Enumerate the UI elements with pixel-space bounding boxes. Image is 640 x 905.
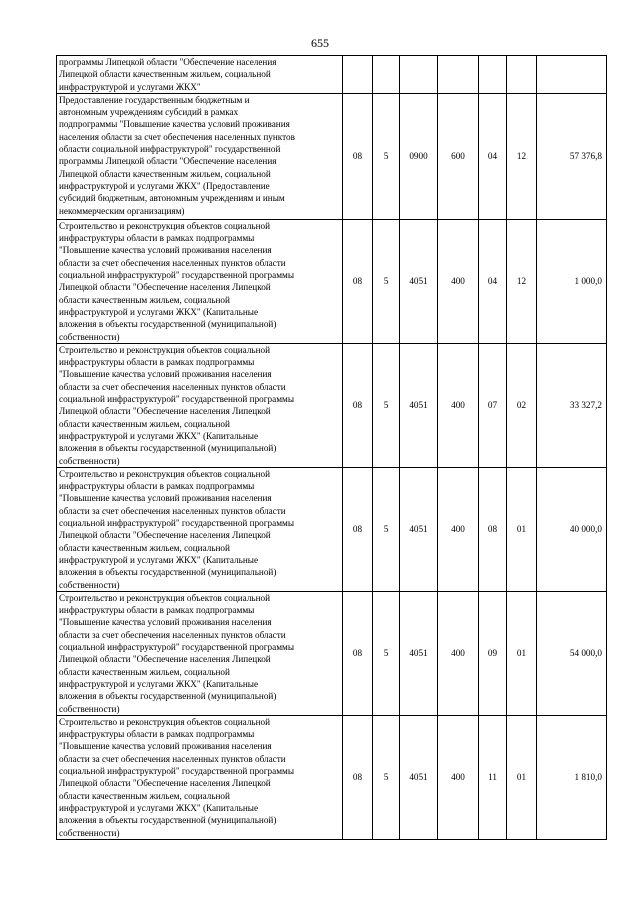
row-description: Строительство и реконструкция объектов социальной инфраструктуры области в рамках подпрограммы "Повышение качества условий проживания населения области за счет обеспечения населенных пунктов области социальной инфраструктурой" государственной программы Липецкой области "Обеспечение населения Липецкой области качественным жильем, социальной инфраструктурой и услугами ЖКХ" (Капитальные вложения в объекты государственной (муниципальной) собственности) (57, 467, 343, 591)
subsection-code-2: 02 (507, 343, 537, 467)
target-article-code: 4051 (400, 715, 438, 839)
table-row (57, 715, 607, 839)
amount-cell: 54 000,0 (537, 591, 607, 715)
subsection-code: 5 (373, 93, 400, 219)
section-code-2: 04 (479, 219, 507, 343)
amount-cell (537, 56, 607, 94)
budget-table (56, 55, 607, 840)
table-row (57, 93, 607, 219)
subsection-code (373, 56, 400, 94)
target-article-code: 4051 (400, 467, 438, 591)
row-description: Предоставление государственным бюджетным и автономным учреждениям субсидий в рамках подпрограммы "Повышение качества условий проживания населения области за счет обеспечения населенных пунктов области социальной инфраструктурой" государственной программы Липецкой области "Обеспечение населения Липецкой области качественным жильем, социальной инфраструктурой и услугами ЖКХ" (Предоставление субсидий бюджетным, автономным учреждениям и иным некоммерческим организациям) (57, 93, 343, 219)
subsection-code-2: 01 (507, 591, 537, 715)
amount-cell: 1 000,0 (537, 219, 607, 343)
row-description: Строительство и реконструкция объектов социальной инфраструктуры области в рамках подпрограммы "Повышение качества условий проживания населения области за счет обеспечения населенных пунктов области социальной инфраструктурой" государственной программы Липецкой области "Обеспечение населения Липецкой области качественным жильем, социальной инфраструктурой и услугами ЖКХ" (Капитальные вложения в объекты государственной (муниципальной) собственности) (57, 343, 343, 467)
page-number: 655 (311, 36, 329, 50)
subsection-code: 5 (373, 219, 400, 343)
target-article-code: 0900 (400, 93, 438, 219)
row-description: Строительство и реконструкция объектов социальной инфраструктуры области в рамках подпрограммы "Повышение качества условий проживания населения области за счет обеспечения населенных пунктов области социальной инфраструктурой" государственной программы Липецкой области "Обеспечение населения Липецкой области качественным жильем, социальной инфраструктурой и услугами ЖКХ" (Капитальные вложения в объекты государственной (муниципальной) собственности) (57, 715, 343, 839)
row-description: Строительство и реконструкция объектов социальной инфраструктуры области в рамках подпрограммы "Повышение качества условий проживания населения области за счет обеспечения населенных пунктов области социальной инфраструктурой" государственной программы Липецкой области "Обеспечение населения Липецкой области качественным жильем, социальной инфраструктурой и услугами ЖКХ" (Капитальные вложения в объекты государственной (муниципальной) собственности) (57, 219, 343, 343)
table-row (57, 343, 607, 467)
expense-type-code (438, 56, 479, 94)
expense-type-code: 400 (438, 715, 479, 839)
section-code-2: 04 (479, 93, 507, 219)
section-code: 08 (343, 219, 373, 343)
table-row (57, 56, 607, 94)
section-code: 08 (343, 93, 373, 219)
section-code: 08 (343, 343, 373, 467)
subsection-code-2: 12 (507, 93, 537, 219)
section-code-2: 11 (479, 715, 507, 839)
subsection-code-2: 01 (507, 715, 537, 839)
section-code: 08 (343, 715, 373, 839)
target-article-code: 4051 (400, 343, 438, 467)
section-code: 08 (343, 591, 373, 715)
expense-type-code: 400 (438, 467, 479, 591)
target-article-code (400, 56, 438, 94)
subsection-code: 5 (373, 343, 400, 467)
section-code-2: 08 (479, 467, 507, 591)
amount-cell: 1 810,0 (537, 715, 607, 839)
section-code-2 (479, 56, 507, 94)
section-code (343, 56, 373, 94)
row-description: Строительство и реконструкция объектов социальной инфраструктуры области в рамках подпрограммы "Повышение качества условий проживания населения области за счет обеспечения населенных пунктов области социальной инфраструктурой" государственной программы Липецкой области "Обеспечение населения Липецкой области качественным жильем, социальной инфраструктурой и услугами ЖКХ" (Капитальные вложения в объекты государственной (муниципальной) собственности) (57, 591, 343, 715)
table-row (57, 591, 607, 715)
table-row (57, 219, 607, 343)
expense-type-code: 600 (438, 93, 479, 219)
amount-cell: 33 327,2 (537, 343, 607, 467)
target-article-code: 4051 (400, 591, 438, 715)
section-code: 08 (343, 467, 373, 591)
expense-type-code: 400 (438, 343, 479, 467)
subsection-code-2 (507, 56, 537, 94)
target-article-code: 4051 (400, 219, 438, 343)
table-row (57, 467, 607, 591)
subsection-code: 5 (373, 467, 400, 591)
amount-cell: 40 000,0 (537, 467, 607, 591)
section-code-2: 09 (479, 591, 507, 715)
subsection-code-2: 12 (507, 219, 537, 343)
subsection-code-2: 01 (507, 467, 537, 591)
row-description: программы Липецкой области "Обеспечение населения Липецкой области качественным жильем, социальной инфраструктурой и услугами ЖКХ" (57, 56, 343, 94)
subsection-code: 5 (373, 715, 400, 839)
subsection-code: 5 (373, 591, 400, 715)
expense-type-code: 400 (438, 219, 479, 343)
amount-cell: 57 376,8 (537, 93, 607, 219)
expense-type-code: 400 (438, 591, 479, 715)
section-code-2: 07 (479, 343, 507, 467)
